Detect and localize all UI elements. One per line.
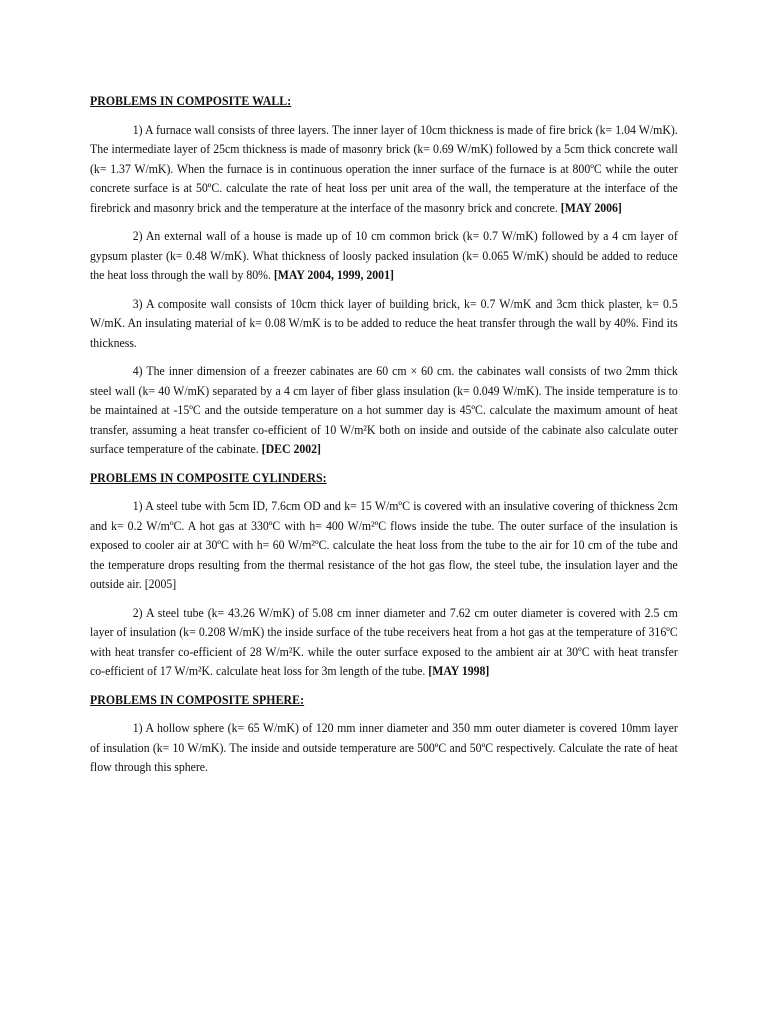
problem-reference: [MAY 1998] (428, 664, 490, 678)
section-heading-composite-cylinders: PROBLEMS IN COMPOSITE CYLINDERS: (90, 470, 327, 485)
document-page (90, 92, 678, 787)
problem-wall-2: 2) An external wall of a house is made up of 10 cm common brick (k= 0.7 W/mK) followed by a 4 cm layer of gypsum plaster (k= 0.48 W/mK). What thickness of loosly packed insulation (k= 0.065 W/mK) should be added to reduce the heat loss through the wall by 80%. [MAY 2004, 1999, 2001] (90, 229, 678, 282)
problem-reference: [DEC 2002] (261, 442, 321, 456)
problem-wall-4: 4) The inner dimension of a freezer cabinates are 60 cm × 60 cm. the cabinates wall consists of two 2mm thick steel wall (k= 40 W/mK) separated by a 4 cm layer of fiber glass insulation (k= 0.049 W/mK). The inside temperature is to be maintained at -15ºC and the outside temperature on a hot summer day is 45ºC. calculate the maximum amount of heat transfer, assuming a heat transfer co-efficient of 10 W/m²K both on inside and outside of the cabinate also calculate outer surface temperature of the cabinate. [DEC 2002] (90, 364, 678, 456)
problem-cylinder-1: 1) A steel tube with 5cm ID, 7.6cm OD and k= 15 W/mºC is covered with an insulative covering of thickness 2cm and k= 0.2 W/mºC. A hot gas at 330ºC with h= 400 W/m²ºC flows inside the tube. The outer surface of the insulation is exposed to cooler air at 30ºC with h= 60 W/m²ºC. calculate the heat loss from the tube to the air for 10 cm of the tube and the temperature drops resulting from the thermal resistance of the hot gas flow, the steel tube, the insulation layer and the outside air. [2005] (90, 499, 678, 591)
section-heading-composite-sphere: PROBLEMS IN COMPOSITE SPHERE: (90, 692, 305, 707)
problem-reference: [MAY 2004, 1999, 2001] (273, 268, 394, 282)
section-heading-composite-wall: PROBLEMS IN COMPOSITE WALL: (90, 94, 292, 108)
problem-sphere-1: 1) A hollow sphere (k= 65 W/mK) of 120 mm inner diameter and 350 mm outer diameter is covered 10mm layer of insulation (k= 10 W/mK). The inside and outside temperature are 500ºC and 50ºC respectively. Calculate the rate of heat flow through this sphere. (90, 721, 678, 774)
problem-reference: [MAY 2006] (560, 200, 622, 215)
problem-cylinder-2: 2) A steel tube (k= 43.26 W/mK) of 5.08 cm inner diameter and 7.62 cm outer diameter is covered with 2.5 cm layer of insulation (k= 0.208 W/mK) the inside surface of the tube receivers heat from a hot gas at the temperature of 316ºC with heat transfer co-efficient of 28 W/m²K. while the outer surface exposed to the ambient air at 30ºC with heat transfer co-efficient of 17 W/m²K. calculate heat loss for 3m length of the tube. [MAY 1998] (90, 605, 678, 678)
problem-wall-3: 3) A composite wall consists of 10cm thick layer of building brick, k= 0.7 W/mK and 3cm thick plaster, k= 0.5 W/mK. An insulating material of k= 0.08 W/mK is to be added to reduce the heat transfer through the wall by 40%. Find its thickness. (90, 296, 678, 350)
problem-wall-1: 1) A furnace wall consists of three layers. The inner layer of 10cm thickness is made of fire brick (k= 1.04 W/mK). The intermediate layer of 25cm thickness is made of masonry brick (k= 0.69 W/mK) followed by a 5cm thick concrete wall (k= 1.37 W/mK). When the furnace is in continuous operation the inner surface of the furnace is at 800ºC while the outer concrete surface is at 50ºC. calculate the rate of heat loss per unit area of the wall, the temperature at the interface of the firebrick and masonry brick and the temperature at the interface of the masonry brick and concrete. [MAY 2006] (90, 122, 678, 215)
